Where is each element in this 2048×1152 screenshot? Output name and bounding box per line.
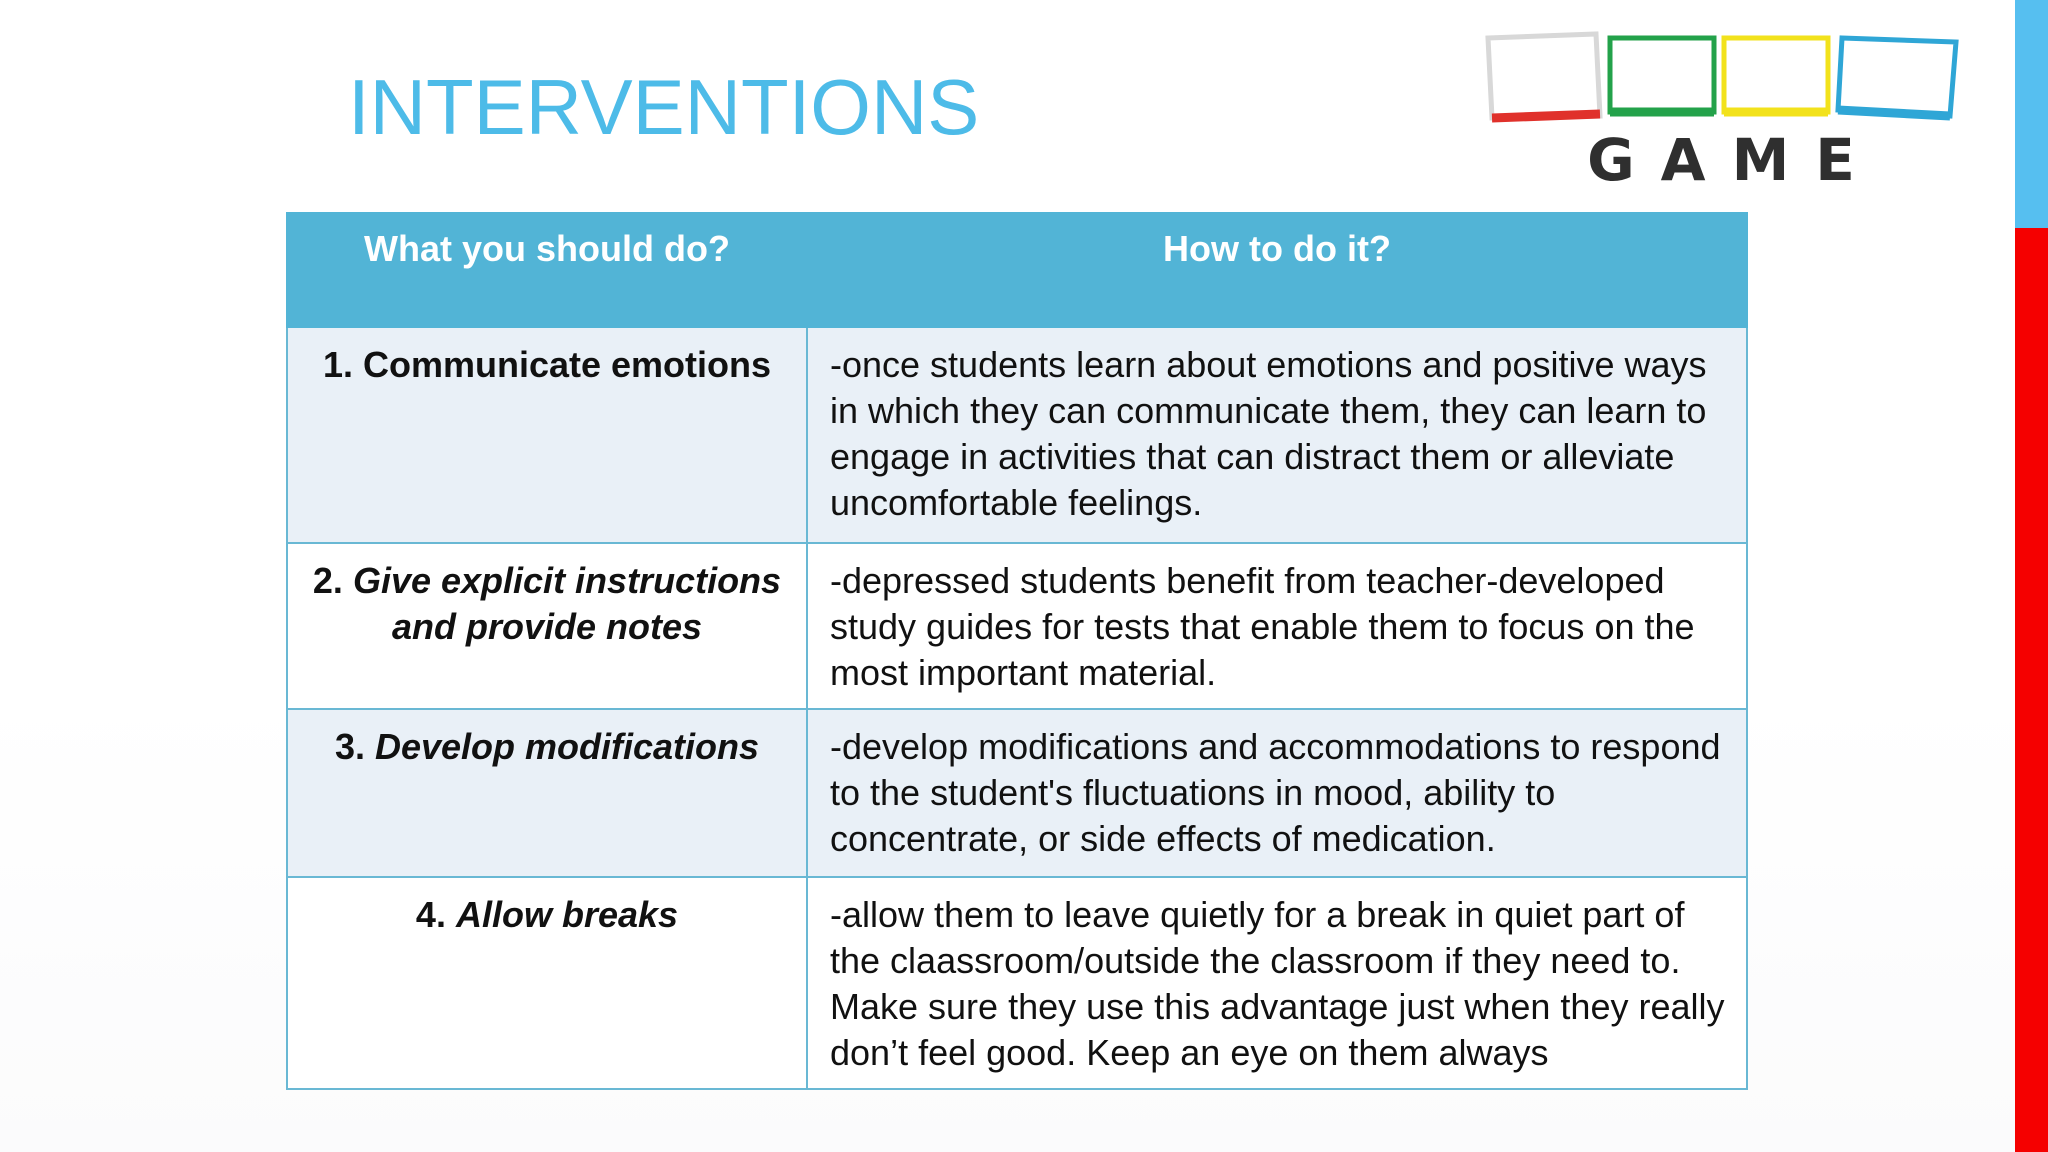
row-action-label: Develop modifications: [374, 726, 760, 767]
row-number: 3.: [334, 726, 365, 767]
row-action: [287, 543, 807, 709]
slide-title: INTERVENTIONS: [348, 63, 980, 151]
row-action-label: Allow breaks: [455, 894, 679, 935]
interventions-table: [286, 212, 1748, 1090]
edge-accent-blue: [2015, 0, 2048, 228]
row-action: [287, 327, 807, 543]
table-row: [287, 543, 1747, 709]
table-row: [287, 327, 1747, 543]
row-action: [287, 709, 807, 877]
table-row: [287, 709, 1747, 877]
header-what: What you should do?: [287, 213, 807, 327]
table-row: [287, 877, 1747, 1089]
row-number: 2.: [312, 560, 343, 601]
row-how: -depressed students benefit from teacher-developed study guides for tests that enable them to focus on the most important material.: [807, 543, 1747, 709]
row-how: -once students learn about emotions and positive ways in which they can communicate them, they can learn to engage in activities that can distract them or alleviate uncomfortable feelings.: [807, 327, 1747, 543]
logo-frame-yellow: [1724, 38, 1828, 112]
row-action-label: Communicate emotions: [362, 344, 772, 385]
row-number: 1.: [322, 344, 353, 385]
row-how: -allow them to leave quietly for a break in quiet part of the claassroom/outside the classroom if they need to. Make sure they use this advantage just when they really don’t feel good. Keep an eye on them always: [807, 877, 1747, 1089]
edge-accent-red: [2015, 228, 2048, 1152]
header-how: How to do it?: [807, 213, 1747, 327]
logo-frame-blue: [1838, 38, 1956, 116]
table-header-row: [287, 213, 1747, 327]
row-number: 4.: [415, 894, 446, 935]
logo-frame-green: [1610, 38, 1714, 112]
row-action: [287, 877, 807, 1089]
logo-frame-red: [1488, 34, 1600, 118]
row-how: -develop modifications and accommodations to respond to the student's fluctuations in mood, ability to concentrate, or side effects of medication.: [807, 709, 1747, 877]
game-logo: [1482, 30, 1960, 194]
logo-wordmark: GAME: [1587, 126, 1881, 194]
logo-frames-icon: [1482, 30, 1960, 140]
row-action-label: Give explicit instructions and provide notes: [352, 560, 782, 647]
